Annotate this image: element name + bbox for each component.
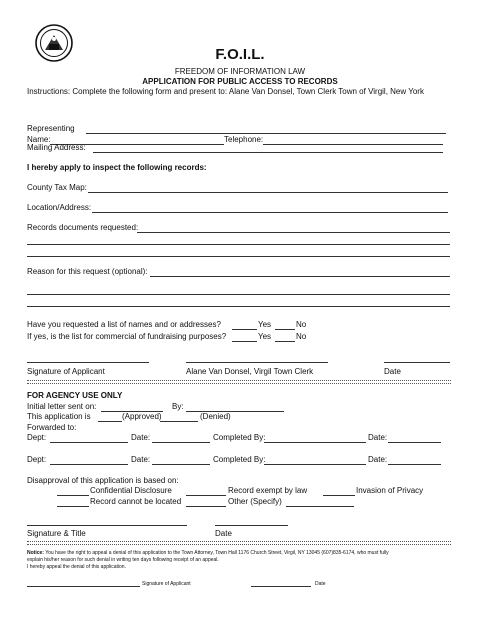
question-1-yes-label: Yes [258,320,272,329]
form-title: F.O.I.L. [215,46,265,63]
question-list-requested: Have you requested a list of names and or addresses? [27,320,221,329]
appeal-date-label: Date [315,581,326,587]
appeal-date-field[interactable] [251,586,311,587]
question-commercial-purpose: If yes, is the list for commercial of fundraising purposes? [27,332,227,341]
question-2-yes-field[interactable] [232,341,257,342]
invasion-field[interactable] [323,495,355,496]
cannot-locate-label: Record cannot be located [90,497,182,506]
telephone-field[interactable] [263,144,443,145]
confidential-field[interactable] [57,495,89,496]
dept-1-date-2-label: Date: [368,433,388,442]
mailing-address-field[interactable] [93,152,443,153]
dept-2-label: Dept: [27,455,47,464]
question-2-no-field[interactable] [275,341,295,342]
notice-line-3: I hereby appeal the denial of this application. [27,564,126,570]
other-field[interactable] [186,506,226,507]
appeal-signature-label: Signature of Applicant [142,581,191,587]
documents-requested-label: Records documents requested: [27,223,139,232]
documents-requested-line-3[interactable] [27,256,450,257]
exempt-label: Record exempt by law [228,486,308,495]
county-tax-map-label: County Tax Map: [27,183,87,192]
location-label: Location/Address: [27,203,92,212]
notice-text: You have the right to appeal a denial of this application to the Town Attorney, Town Hall 1176 Church Street, Virgil, NY 13045 (607)835-6174, who must fully [45,550,389,556]
dept-1-completed-by-field[interactable] [264,442,366,443]
exempt-field[interactable] [186,495,226,496]
reason-field[interactable] [150,276,450,277]
divider-2 [27,541,451,542]
dept-2-date-label: Date: [131,455,151,464]
dept-2-date-field[interactable] [152,464,210,465]
dept-1-date-2-field[interactable] [388,442,441,443]
location-field[interactable] [92,212,448,213]
question-2-no-label: No [296,332,307,341]
appeal-signature-field[interactable] [27,586,140,587]
invasion-label: Invasion of Privacy [356,486,424,495]
dept-2-date-2-label: Date: [368,455,388,464]
initial-letter-label: Initial letter sent on: [27,402,97,411]
applicant-signature-label: Signature of Applicant [27,367,105,376]
denied-label: (Denied) [200,412,231,421]
clerk-signature-label: Alane Van Donsel, Virgil Town Clerk [186,367,314,376]
dept-2-field[interactable] [50,464,128,465]
dept-1-label: Dept: [27,433,47,442]
divider-1 [27,380,451,381]
question-1-yes-field[interactable] [232,329,257,330]
signature-date-field[interactable] [384,362,450,363]
reason-line-2[interactable] [27,294,450,295]
representing-label: Representing [27,124,75,133]
notice-line-1 [27,550,389,556]
by-label: By: [172,402,184,411]
confidential-label: Confidential Disclosure [90,486,172,495]
agency-date-field[interactable] [215,525,288,526]
records-heading: I hereby apply to inspect the following records: [27,163,207,172]
notice-line-2: explain his/her reason for such denial in writing ten days following receipt of an appeal. [27,557,219,563]
documents-requested-field[interactable] [137,232,450,233]
other-specify-field[interactable] [286,506,354,507]
application-is-label: This application is [27,412,91,421]
mailing-address-label: Mailing Address: [27,143,86,152]
representing-field[interactable] [86,133,446,134]
cannot-locate-field[interactable] [57,506,89,507]
form-subtitle: FREEDOM OF INFORMATION LAW [174,67,306,76]
applicant-signature-field[interactable] [27,362,149,363]
denied-field[interactable] [160,421,198,422]
agency-signature-field[interactable] [27,525,187,526]
reason-label: Reason for this request (optional): [27,267,148,276]
dept-2-completed-by-label: Completed By: [213,455,266,464]
dept-1-completed-by-label: Completed By: [213,433,266,442]
dept-2-completed-by-field[interactable] [264,464,366,465]
telephone-label: Telephone: [224,135,264,144]
divider-2b [27,544,451,545]
approved-field[interactable] [98,421,122,422]
agency-date-label: Date [215,529,232,538]
name-label: Name: [27,135,51,144]
other-label: Other (Specify) [228,497,282,506]
dept-1-field[interactable] [50,442,128,443]
question-1-no-label: No [296,320,307,329]
instructions: Instructions: Complete the following form and present to: Alane Van Donsel, Town Clerk Town of Virgil, New York [27,87,424,96]
dept-1-date-field[interactable] [152,442,210,443]
agency-signature-label: Signature & Title [27,529,86,538]
question-1-no-field[interactable] [275,329,295,330]
question-2-yes-label: Yes [258,332,272,341]
approved-label: (Approved) [122,412,162,421]
forwarded-label: Forwarded to: [27,423,77,432]
agency-heading: FOR AGENCY USE ONLY [27,391,123,400]
dept-2-date-2-field[interactable] [388,464,441,465]
documents-requested-line-2[interactable] [27,244,450,245]
signature-date-label: Date [384,367,401,376]
divider-1b [27,383,451,384]
form-heading: APPLICATION FOR PUBLIC ACCESS TO RECORDS [142,77,338,86]
reason-line-3[interactable] [27,306,450,307]
notice-label: Notice: [27,550,44,556]
county-tax-map-field[interactable] [88,192,448,193]
dept-1-date-label: Date: [131,433,151,442]
disapproval-heading: Disapproval of this application is based on: [27,476,179,485]
clerk-signature-field[interactable] [186,362,328,363]
